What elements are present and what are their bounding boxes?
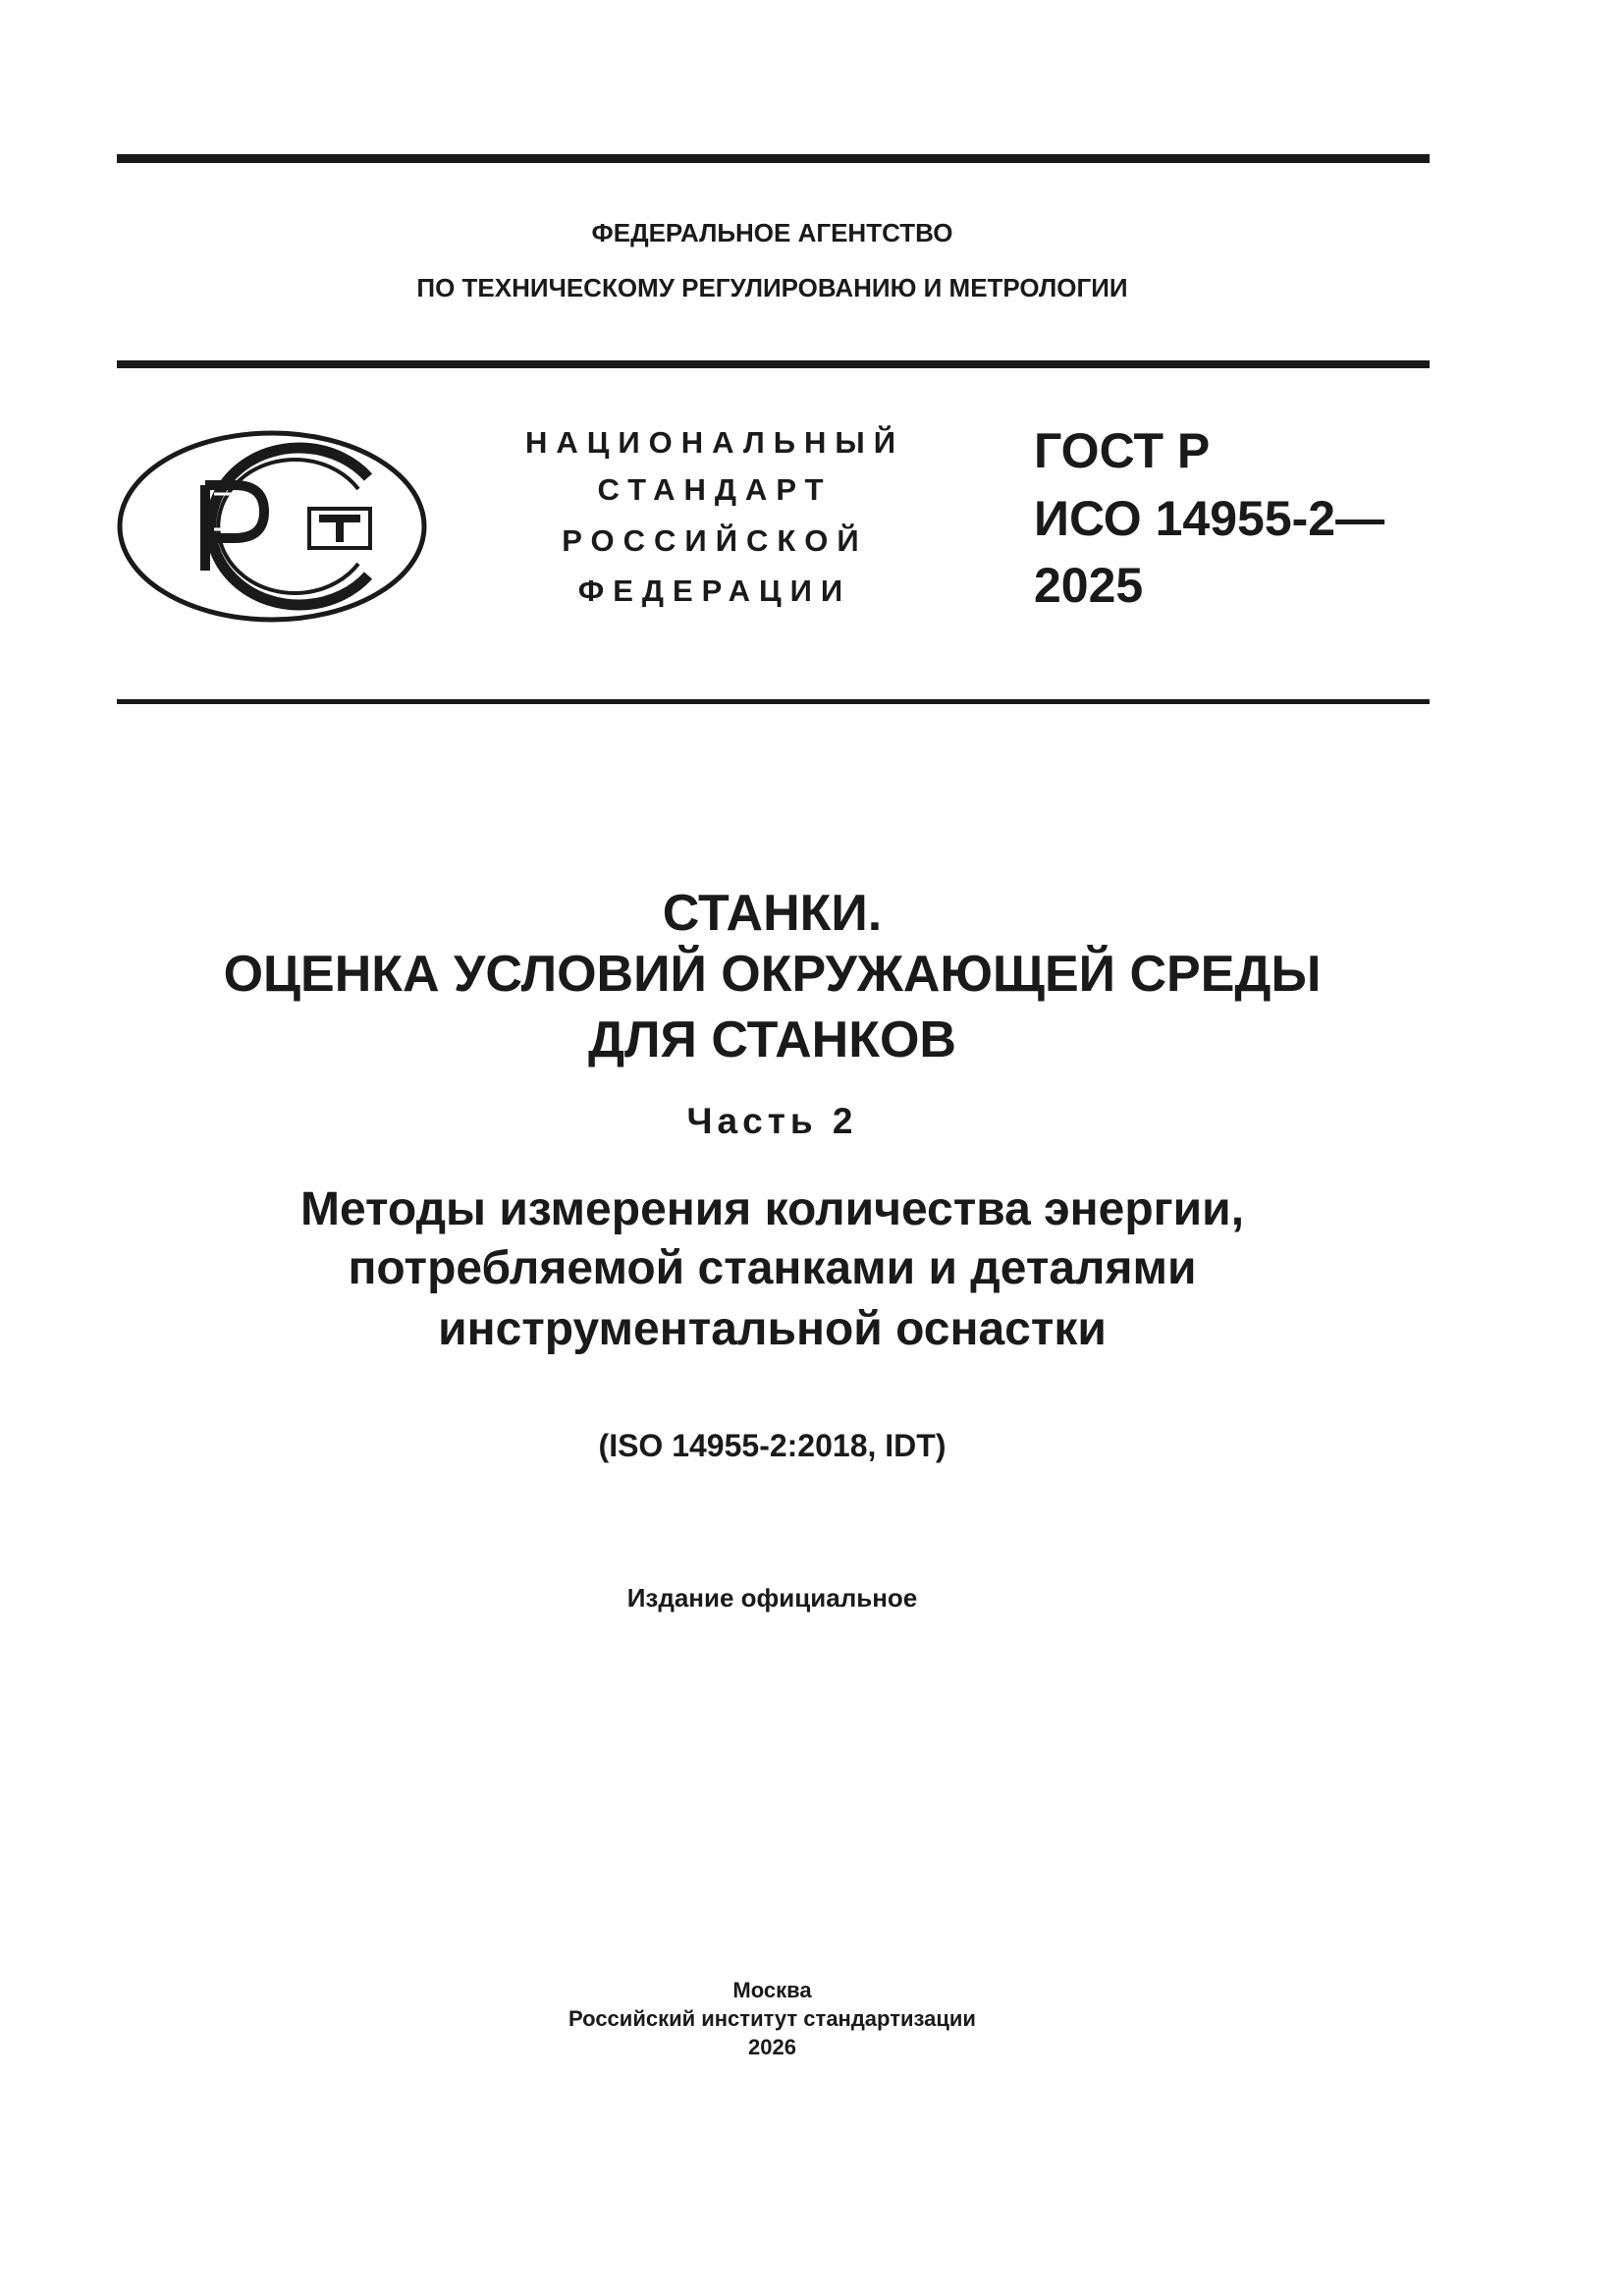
designation-line-1: ГОСТ Р — [1034, 423, 1211, 478]
national-standard-line-4: ФЕДЕРАЦИИ — [577, 574, 852, 608]
subtitle-line-2: потребляемой станками и деталями — [348, 1242, 1197, 1294]
title-line-3: ДЛЯ СТАНКОВ — [588, 1011, 956, 1068]
subtitle-line-1: Методы измерения количества энергии, — [299, 1183, 1245, 1235]
agency-line-2: ПО ТЕХНИЧЕСКОМУ РЕГУЛИРОВАНИЮ И МЕТРОЛОГИИ — [416, 273, 1128, 302]
designation-line-3: 2025 — [1034, 558, 1144, 613]
rst-mark-icon — [115, 428, 429, 629]
national-standard-line-1: НАЦИОНАЛЬНЫЙ — [524, 425, 905, 460]
title-line-2: ОЦЕНКА УСЛОВИЙ ОКРУЖАЮЩЕЙ СРЕДЫ — [223, 946, 1322, 1003]
footer-publisher: Российский институт стандартизации — [568, 2006, 976, 2031]
title-rule — [117, 699, 1430, 704]
subtitle-line-3: инструментальной оснастки — [438, 1303, 1107, 1355]
edition-label: Издание официальное — [626, 1583, 918, 1613]
part-label: Часть 2 — [686, 1101, 858, 1141]
national-standard-line-2: СТАНДАРТ — [597, 472, 833, 507]
footer-year: 2026 — [748, 2035, 796, 2059]
footer-city: Москва — [732, 1978, 812, 2002]
national-standard-line-3: РОССИЙСКОЙ — [562, 523, 868, 558]
header-rule — [117, 360, 1430, 368]
top-rule — [117, 154, 1430, 163]
title-line-1: СТАНКИ. — [662, 885, 883, 942]
agency-line-1: ФЕДЕРАЛЬНОЕ АГЕНТСТВО — [591, 218, 953, 247]
iso-reference: (ISO 14955-2:2018, IDT) — [598, 1428, 947, 1463]
designation-line-2: ИСО 14955-2— — [1034, 491, 1385, 546]
